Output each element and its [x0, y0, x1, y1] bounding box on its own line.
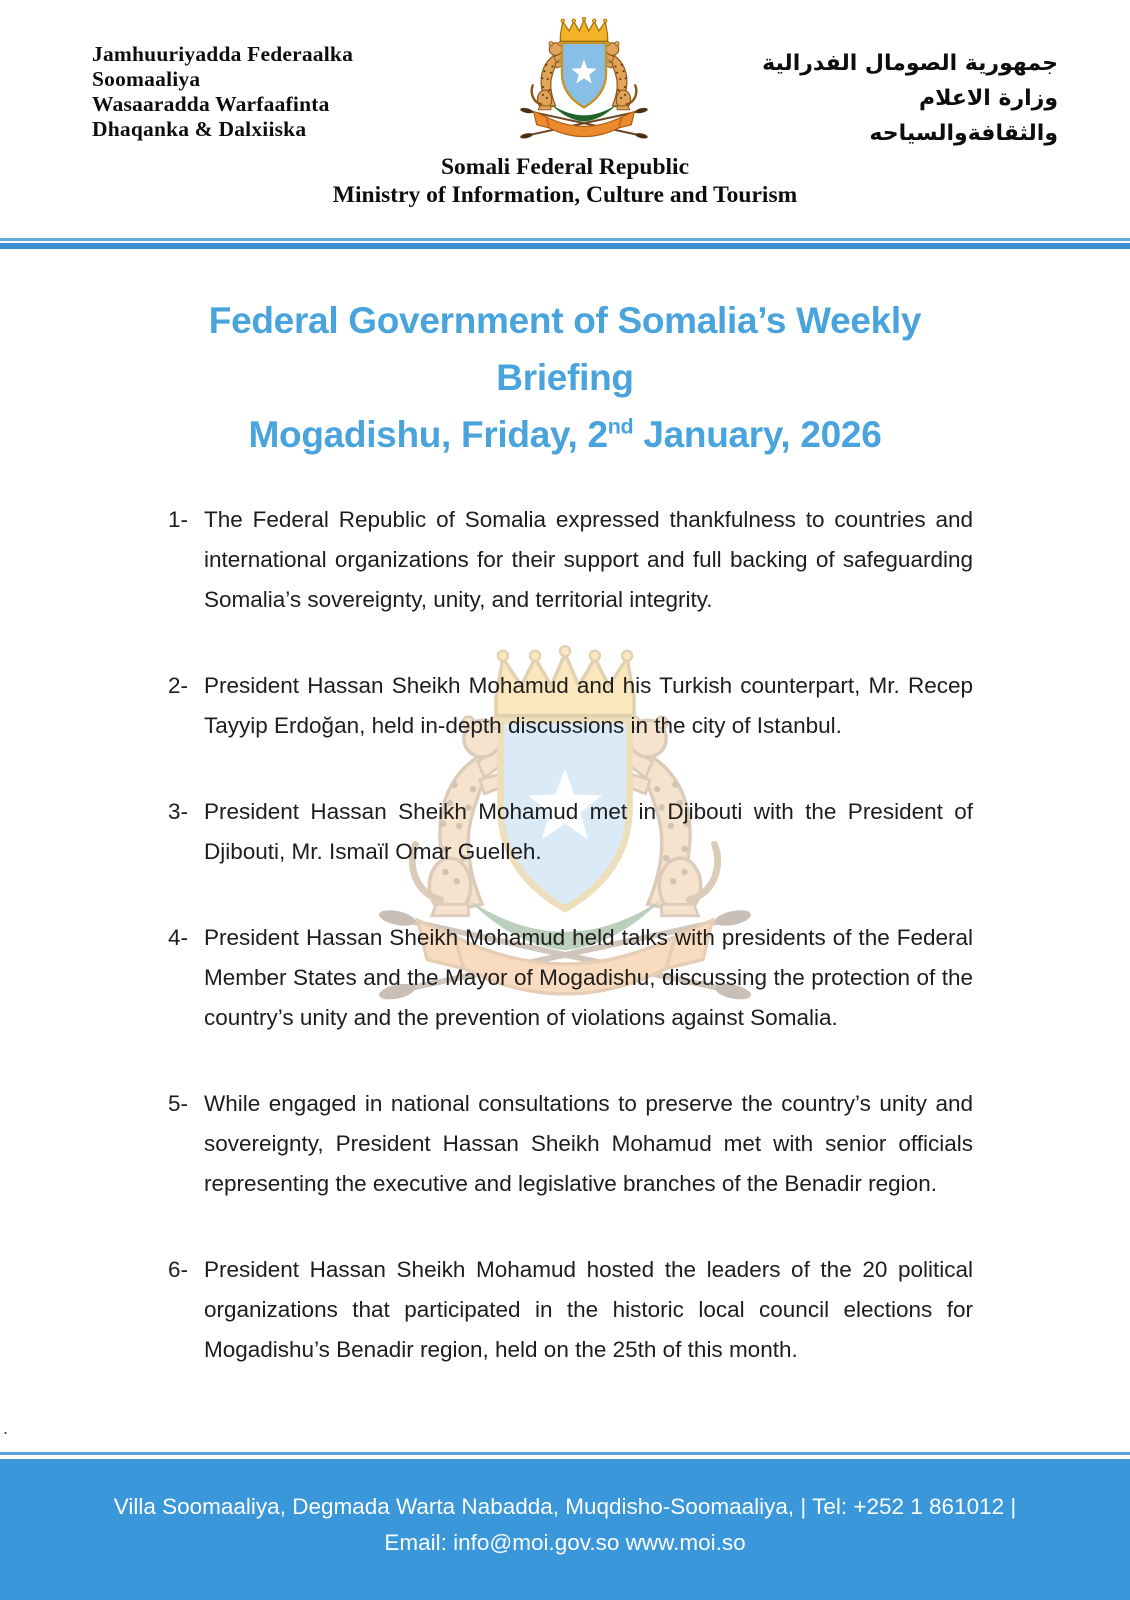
header-divider: [0, 238, 1130, 249]
item-text: While engaged in national consultations to preserve the country’s unity and sovereignty, President Hassan Sheikh Mohamud met with senior officials representing the executive and legislative branches of the Benadir region.: [204, 1091, 973, 1196]
item-number: 1-: [168, 507, 189, 532]
item-number: 2-: [168, 673, 189, 698]
footer-email-line: Email: info@moi.gov.so www.moi.so: [384, 1530, 746, 1555]
footer-contact-band: [0, 1459, 1130, 1600]
item-text: President Hassan Sheikh Mohamud hosted the leaders of the 20 political organizations that participated in the historic local council elections for Mogadishu’s Benadir region, held on the 25th of this month.: [204, 1257, 973, 1362]
list-item: [168, 500, 973, 620]
list-item: [168, 1250, 973, 1370]
org-line-ministry: Ministry of Information, Culture and Tourism: [332, 182, 798, 208]
stray-period-mark: .: [3, 1418, 9, 1438]
letterhead-arabic-line: جمهورية الصومال الفدرالية: [762, 51, 1058, 76]
somali-coat-of-arms-icon: [505, 16, 663, 150]
letterhead-line: Soomaaliya: [92, 67, 201, 91]
title-line-1: Federal Government of Somalia’s Weekly: [208, 300, 922, 341]
letterhead-somali-text: [92, 42, 353, 142]
title-line-3: Mogadishu, Friday, 2nd January, 2026: [248, 414, 882, 455]
letterhead-arabic-line: والثقافةوالسياحه: [869, 121, 1058, 146]
letterhead-arabic-line: وزارة الاعلام: [919, 86, 1058, 111]
briefing-list: [168, 500, 973, 1416]
item-text: President Hassan Sheikh Mohamud met in Djibouti with the President of Djibouti, Mr. Ismaïl Omar Guelleh.: [204, 799, 973, 864]
letterhead-arabic-text: [762, 46, 1058, 151]
title-line-2: Briefing: [496, 357, 634, 398]
list-item: [168, 666, 973, 746]
item-number: 6-: [168, 1257, 189, 1282]
letterhead-line: Wasaaradda Warfaafinta: [92, 92, 330, 116]
page-title: [0, 292, 1130, 463]
list-item: [168, 918, 973, 1038]
item-number: 5-: [168, 1091, 189, 1116]
item-text: President Hassan Sheikh Mohamud and his Turkish counterpart, Mr. Recep Tayyip Erdoğan, held in-depth discussions in the city of Istanbul.: [204, 673, 973, 738]
item-text: The Federal Republic of Somalia expressed thankfulness to countries and international organizations for their support and full backing of safeguarding Somalia’s sovereignty, unity, and territorial integrity.: [204, 507, 973, 612]
list-item: [168, 792, 973, 872]
item-number: 3-: [168, 799, 189, 824]
ministry-name-english: [0, 153, 1130, 209]
footer-divider: [0, 1452, 1130, 1459]
item-number: 4-: [168, 925, 189, 950]
footer-address-line: Villa Soomaaliya, Degmada Warta Nabadda, Muqdisho-Soomaaliya, | Tel: +252 1 861012 |: [113, 1494, 1017, 1519]
list-item: [168, 1084, 973, 1204]
item-text: President Hassan Sheikh Mohamud held talks with presidents of the Federal Member States and the Mayor of Mogadishu, discussing the protection of the country’s unity and the prevention of violations against Somalia.: [204, 925, 973, 1030]
letterhead-line: Dhaqanka & Dalxiiska: [92, 117, 307, 141]
org-line-republic: Somali Federal Republic: [440, 154, 690, 180]
letterhead-line: Jamhuuriyadda Federaalka: [92, 42, 354, 66]
ordinal-superscript: nd: [607, 414, 634, 439]
